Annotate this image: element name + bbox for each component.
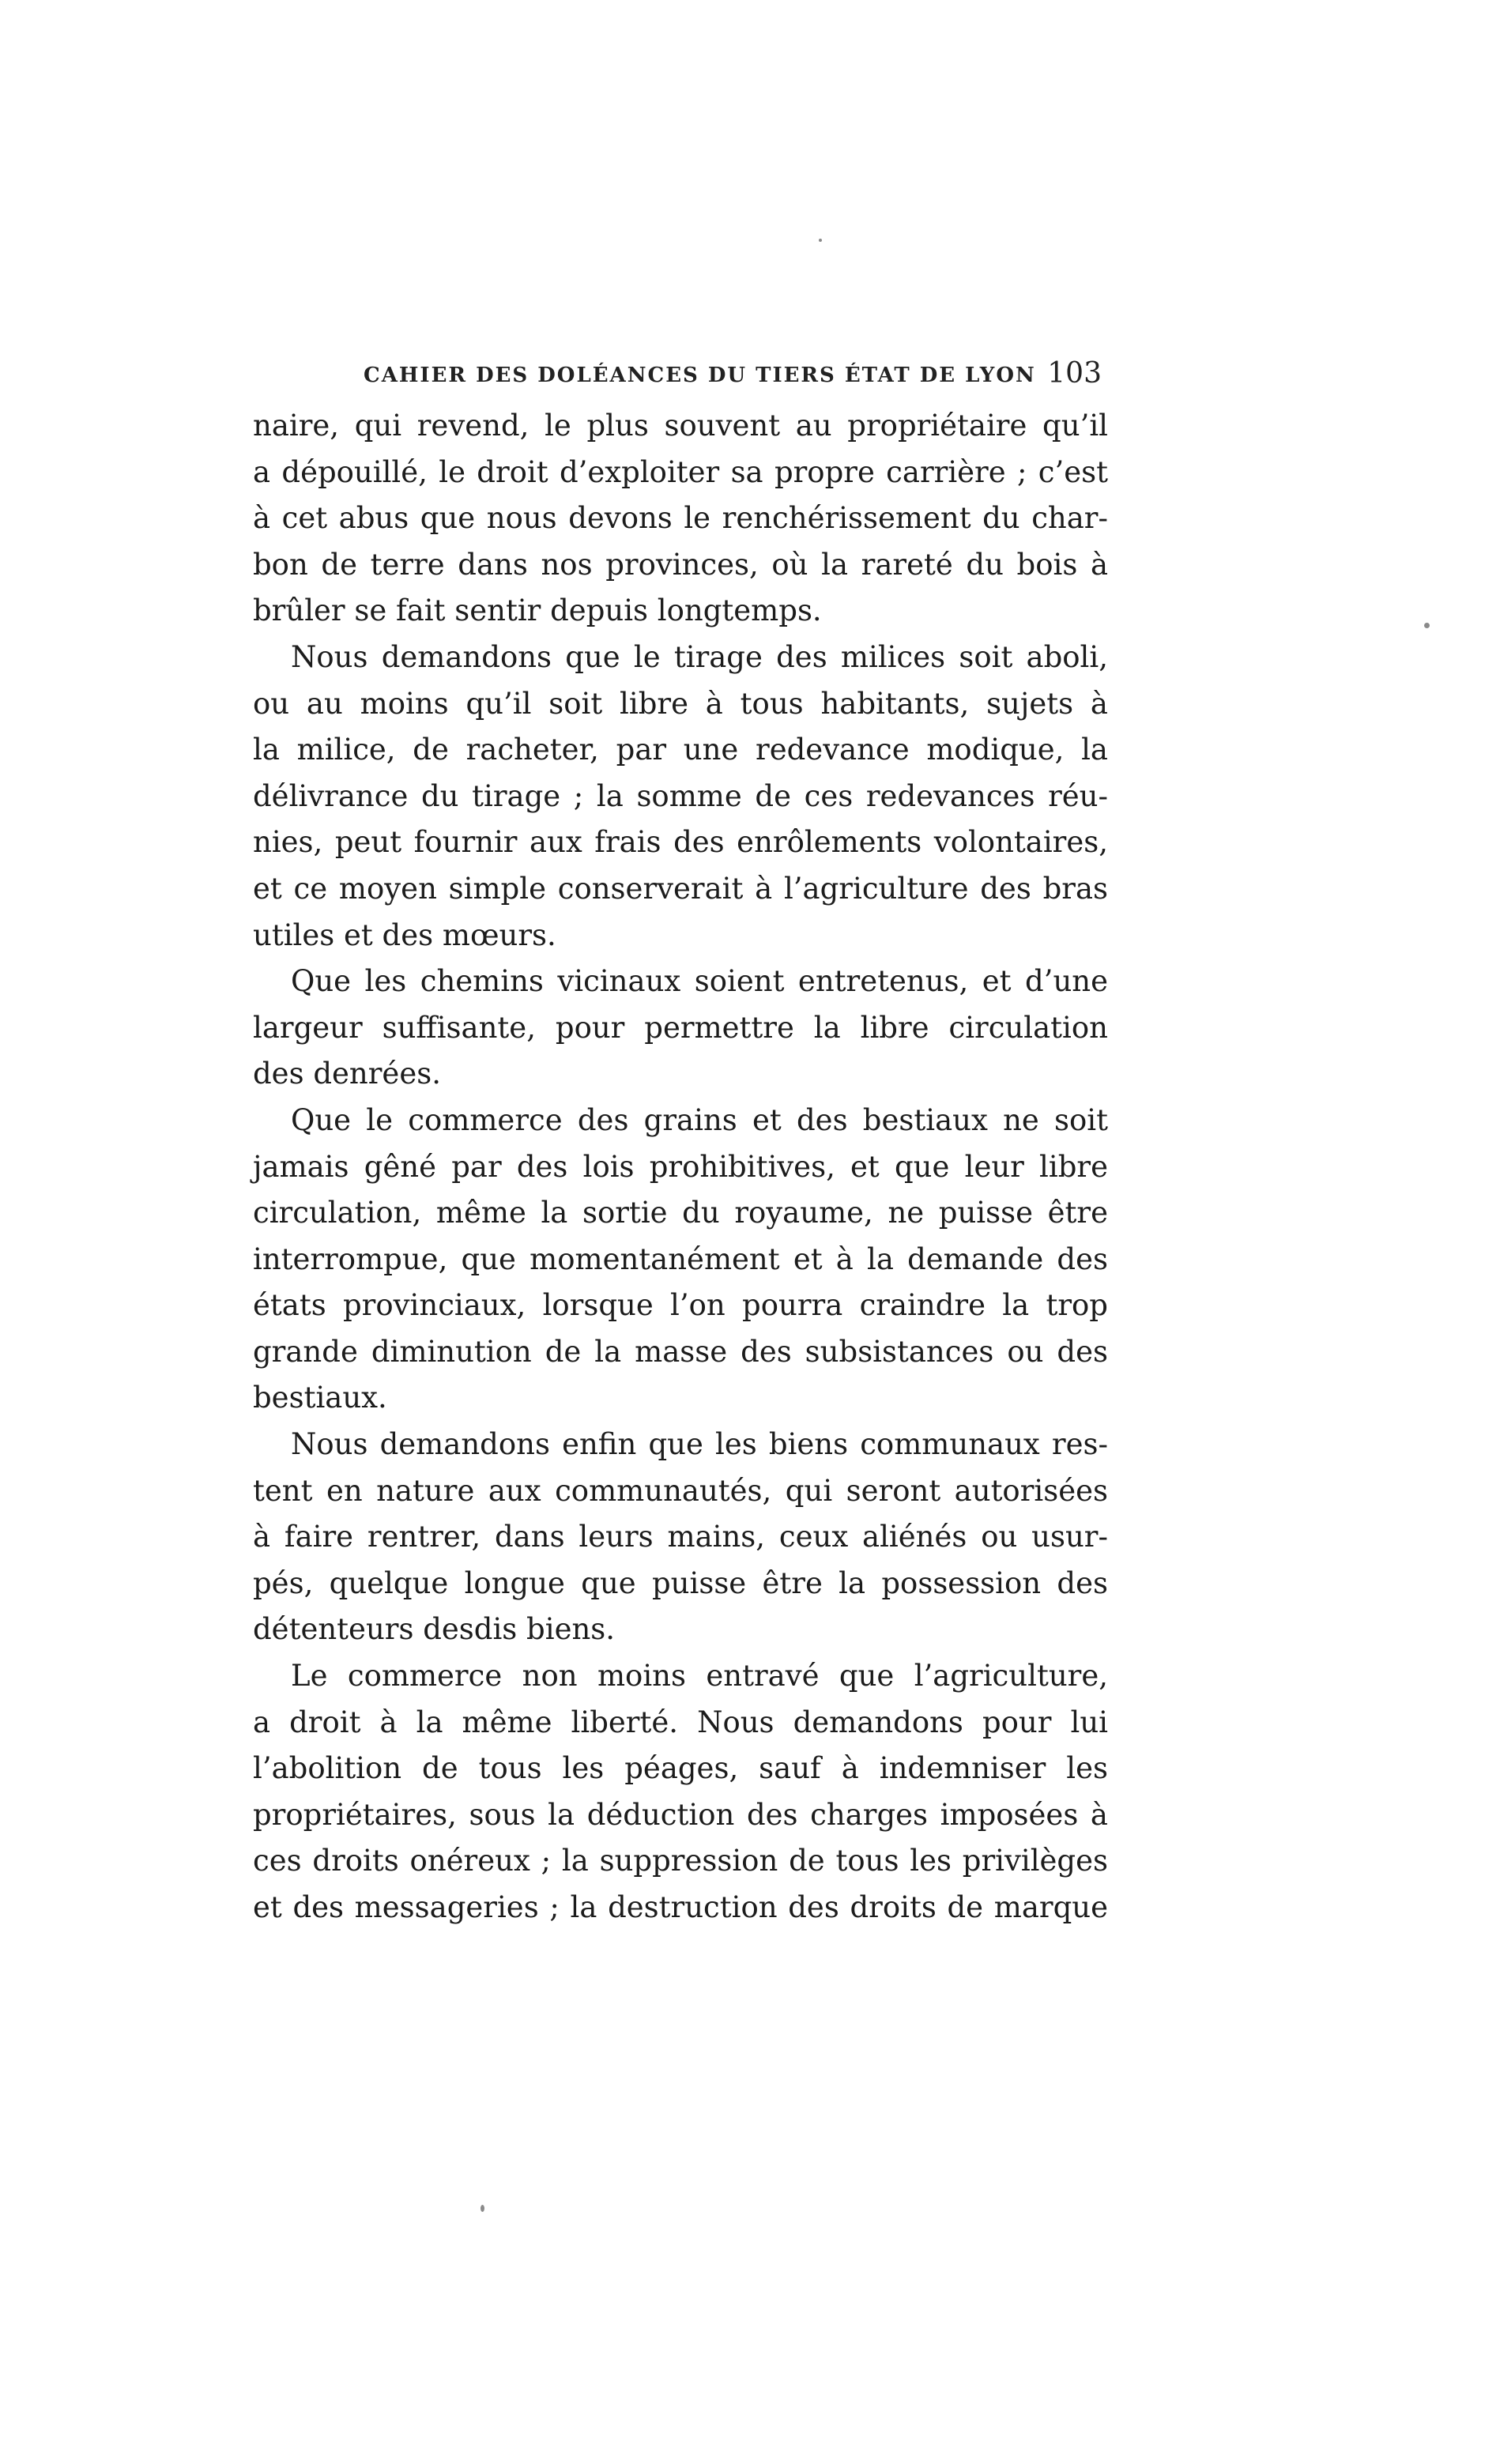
text-line: a dépouillé, le droit d’exploiter sa propre carrière ; c’est (253, 454, 1108, 489)
text-line: délivrance du tirage ; la somme de ces redevances réu- (253, 778, 1108, 813)
text-line: Nous demandons enfin que les biens communaux res- (291, 1427, 1108, 1462)
running-title: CAHIER DES DOLÉANCES DU TIERS ÉTAT DE LYON (364, 364, 1036, 387)
text-line: l’abolition de tous les péages, sauf à indemniser les (253, 1751, 1108, 1786)
text-line: ou au moins qu’il soit libre à tous habitants, sujets à (253, 686, 1108, 721)
paper-speck (1424, 623, 1430, 628)
text-line: tent en nature aux communautés, qui seront autorisées (253, 1473, 1108, 1508)
text-line: à faire rentrer, dans leurs mains, ceux aliénés ou usur- (253, 1520, 1108, 1554)
text-line: naire, qui revend, le plus souvent au propriétaire qu’il (253, 409, 1108, 443)
text-line: Que les chemins vicinaux soient entretenus, et d’une (291, 964, 1108, 999)
page-header (253, 357, 1108, 401)
text-line: nies, peut fournir aux frais des enrôlements volontaires, (253, 825, 1108, 860)
text-line: utiles et des mœurs. (253, 917, 556, 952)
text-line: propriétaires, sous la déduction des charges imposées à (253, 1797, 1108, 1832)
text-line: des denrées. (253, 1057, 441, 1091)
text-line: et ce moyen simple conserverait à l’agriculture des bras (253, 871, 1108, 906)
paper-speck (481, 2205, 484, 2212)
text-line: ces droits onéreux ; la suppression de tous les privilèges (253, 1844, 1108, 1878)
text-line: bestiaux. (253, 1381, 387, 1415)
text-line: la milice, de racheter, par une redevance modique, la (253, 733, 1108, 767)
text-line: Que le commerce des grains et des bestiaux ne soit (291, 1102, 1108, 1137)
text-line: brûler se fait sentir depuis longtemps. (253, 593, 822, 628)
text-line: jamais gêné par des lois prohibitives, et que leur libre (253, 1149, 1108, 1184)
text-line: Nous demandons que le tirage des milices soit aboli, (291, 639, 1108, 674)
text-line: largeur suffisante, pour permettre la libre circulation (253, 1010, 1108, 1045)
text-line: a droit à la même liberté. Nous demandons pour lui (253, 1705, 1108, 1739)
paper-speck (819, 239, 822, 242)
text-line: grande diminution de la masse des subsistances ou des (253, 1334, 1108, 1369)
text-line: détenteurs desdis biens. (253, 1612, 616, 1647)
text-line: et des messageries ; la destruction des droits de marque (253, 1890, 1108, 1924)
text-line: interrompue, que momentanément et à la demande des (253, 1241, 1108, 1276)
text-line: états provinciaux, lorsque l’on pourra craindre la trop (253, 1288, 1108, 1323)
text-line: pés, quelque longue que puisse être la possession des (253, 1565, 1108, 1600)
text-line: bon de terre dans nos provinces, où la rareté du bois à (253, 547, 1108, 582)
text-line: à cet abus que nous devons le renchérissement du char- (253, 501, 1108, 536)
body-text (253, 403, 1108, 1931)
page-number: 103 (1047, 357, 1102, 390)
text-line: Le commerce non moins entravé que l’agriculture, (291, 1659, 1108, 1694)
text-line: circulation, même la sortie du royaume, ne puisse être (253, 1196, 1108, 1230)
